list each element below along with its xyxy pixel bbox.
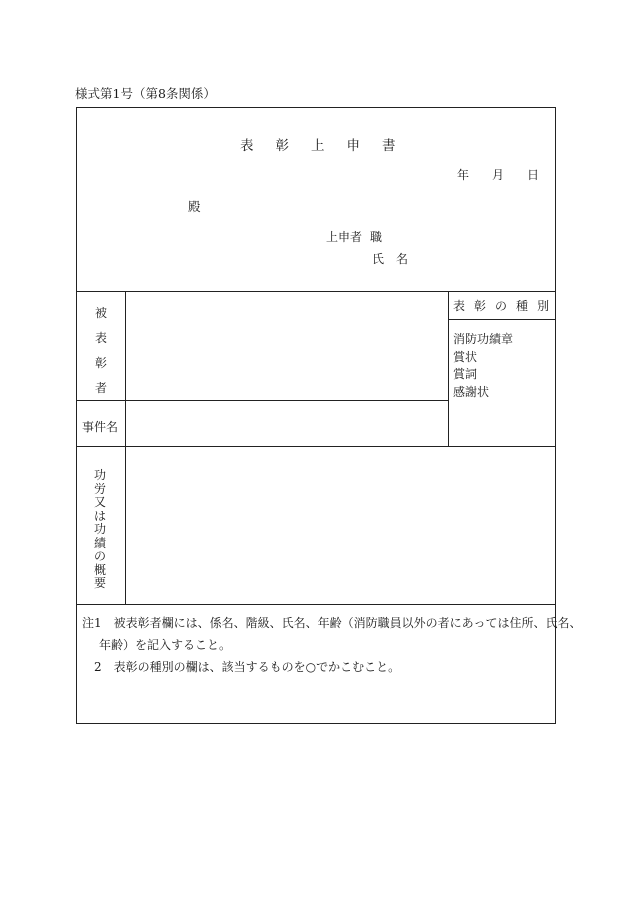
merit-label-char: 要: [93, 576, 106, 590]
award-kind-option[interactable]: 感謝状: [453, 384, 490, 399]
merit-summary-label: [90, 469, 110, 591]
merit-label-char: 功: [93, 468, 106, 482]
awardee-label-char: 表: [94, 331, 107, 345]
divider-kind-column: [448, 291, 449, 446]
divider-header-bottom: [76, 291, 556, 292]
note-1-line-2: 年齢）を記入すること。: [99, 638, 232, 652]
note-1-line-1: 注1 被表彰者欄には、係名、階級、氏名、年齢（消防職員以外の者にあっては住所、氏名、: [82, 616, 582, 630]
awardee-label-char: 者: [94, 381, 107, 395]
note-2: 2 表彰の種別の欄は、該当するものを○でかこむこと。: [94, 660, 401, 674]
divider-label-column: [125, 291, 126, 604]
award-kind-option[interactable]: 賞状: [453, 349, 478, 364]
award-kind-header: [453, 297, 549, 314]
divider-awardee-incident: [76, 400, 448, 401]
merit-label-char: 又: [93, 495, 106, 509]
title-char: 彰: [275, 138, 289, 154]
merit-label-char: 績: [93, 535, 106, 550]
awardee-label-char: 被: [94, 306, 107, 320]
kind-header-char: 別: [537, 299, 550, 313]
date-day-label: 日: [527, 168, 540, 182]
date-month-label: 月: [492, 168, 505, 182]
kind-header-char: 種: [516, 299, 529, 313]
award-kind-option[interactable]: 消防功績章: [453, 332, 514, 346]
kind-header-char: 表: [453, 299, 466, 313]
applicant-position-label: 職: [370, 230, 383, 244]
merit-label-char: の: [93, 549, 106, 563]
awardee-label-char: 彰: [94, 356, 107, 370]
merit-label-char: 労: [93, 481, 106, 496]
kind-header-char: の: [495, 299, 508, 313]
award-kind-option[interactable]: 賞詞: [453, 367, 478, 381]
title-char: 書: [382, 138, 396, 154]
award-kind-list: [453, 331, 513, 401]
applicant-position-row: [326, 228, 382, 245]
merit-label-char: 功: [93, 522, 106, 536]
divider-merit-notes: [76, 604, 556, 605]
form-number-label: 様式第1号（第8条関係）: [75, 86, 216, 101]
incident-label: 事件名: [82, 420, 119, 434]
divider-incident-merit: [76, 446, 556, 447]
awardee-label: [93, 301, 109, 401]
addressee-suffix: 殿: [188, 199, 201, 214]
document-title: [240, 134, 396, 154]
merit-label-char: 概: [93, 562, 106, 577]
notes-section: [82, 612, 582, 678]
divider-kind-header: [448, 319, 556, 320]
date-year-label: 年: [457, 168, 470, 182]
title-char: 申: [346, 138, 360, 154]
applicant-label: 上申者: [326, 230, 363, 244]
title-char: 上: [311, 138, 325, 154]
date-field: [457, 166, 539, 183]
title-char: 表: [240, 138, 254, 154]
kind-header-char: 彰: [474, 299, 487, 313]
merit-label-char: は: [93, 508, 106, 523]
applicant-name-label: 氏 名: [372, 252, 409, 266]
